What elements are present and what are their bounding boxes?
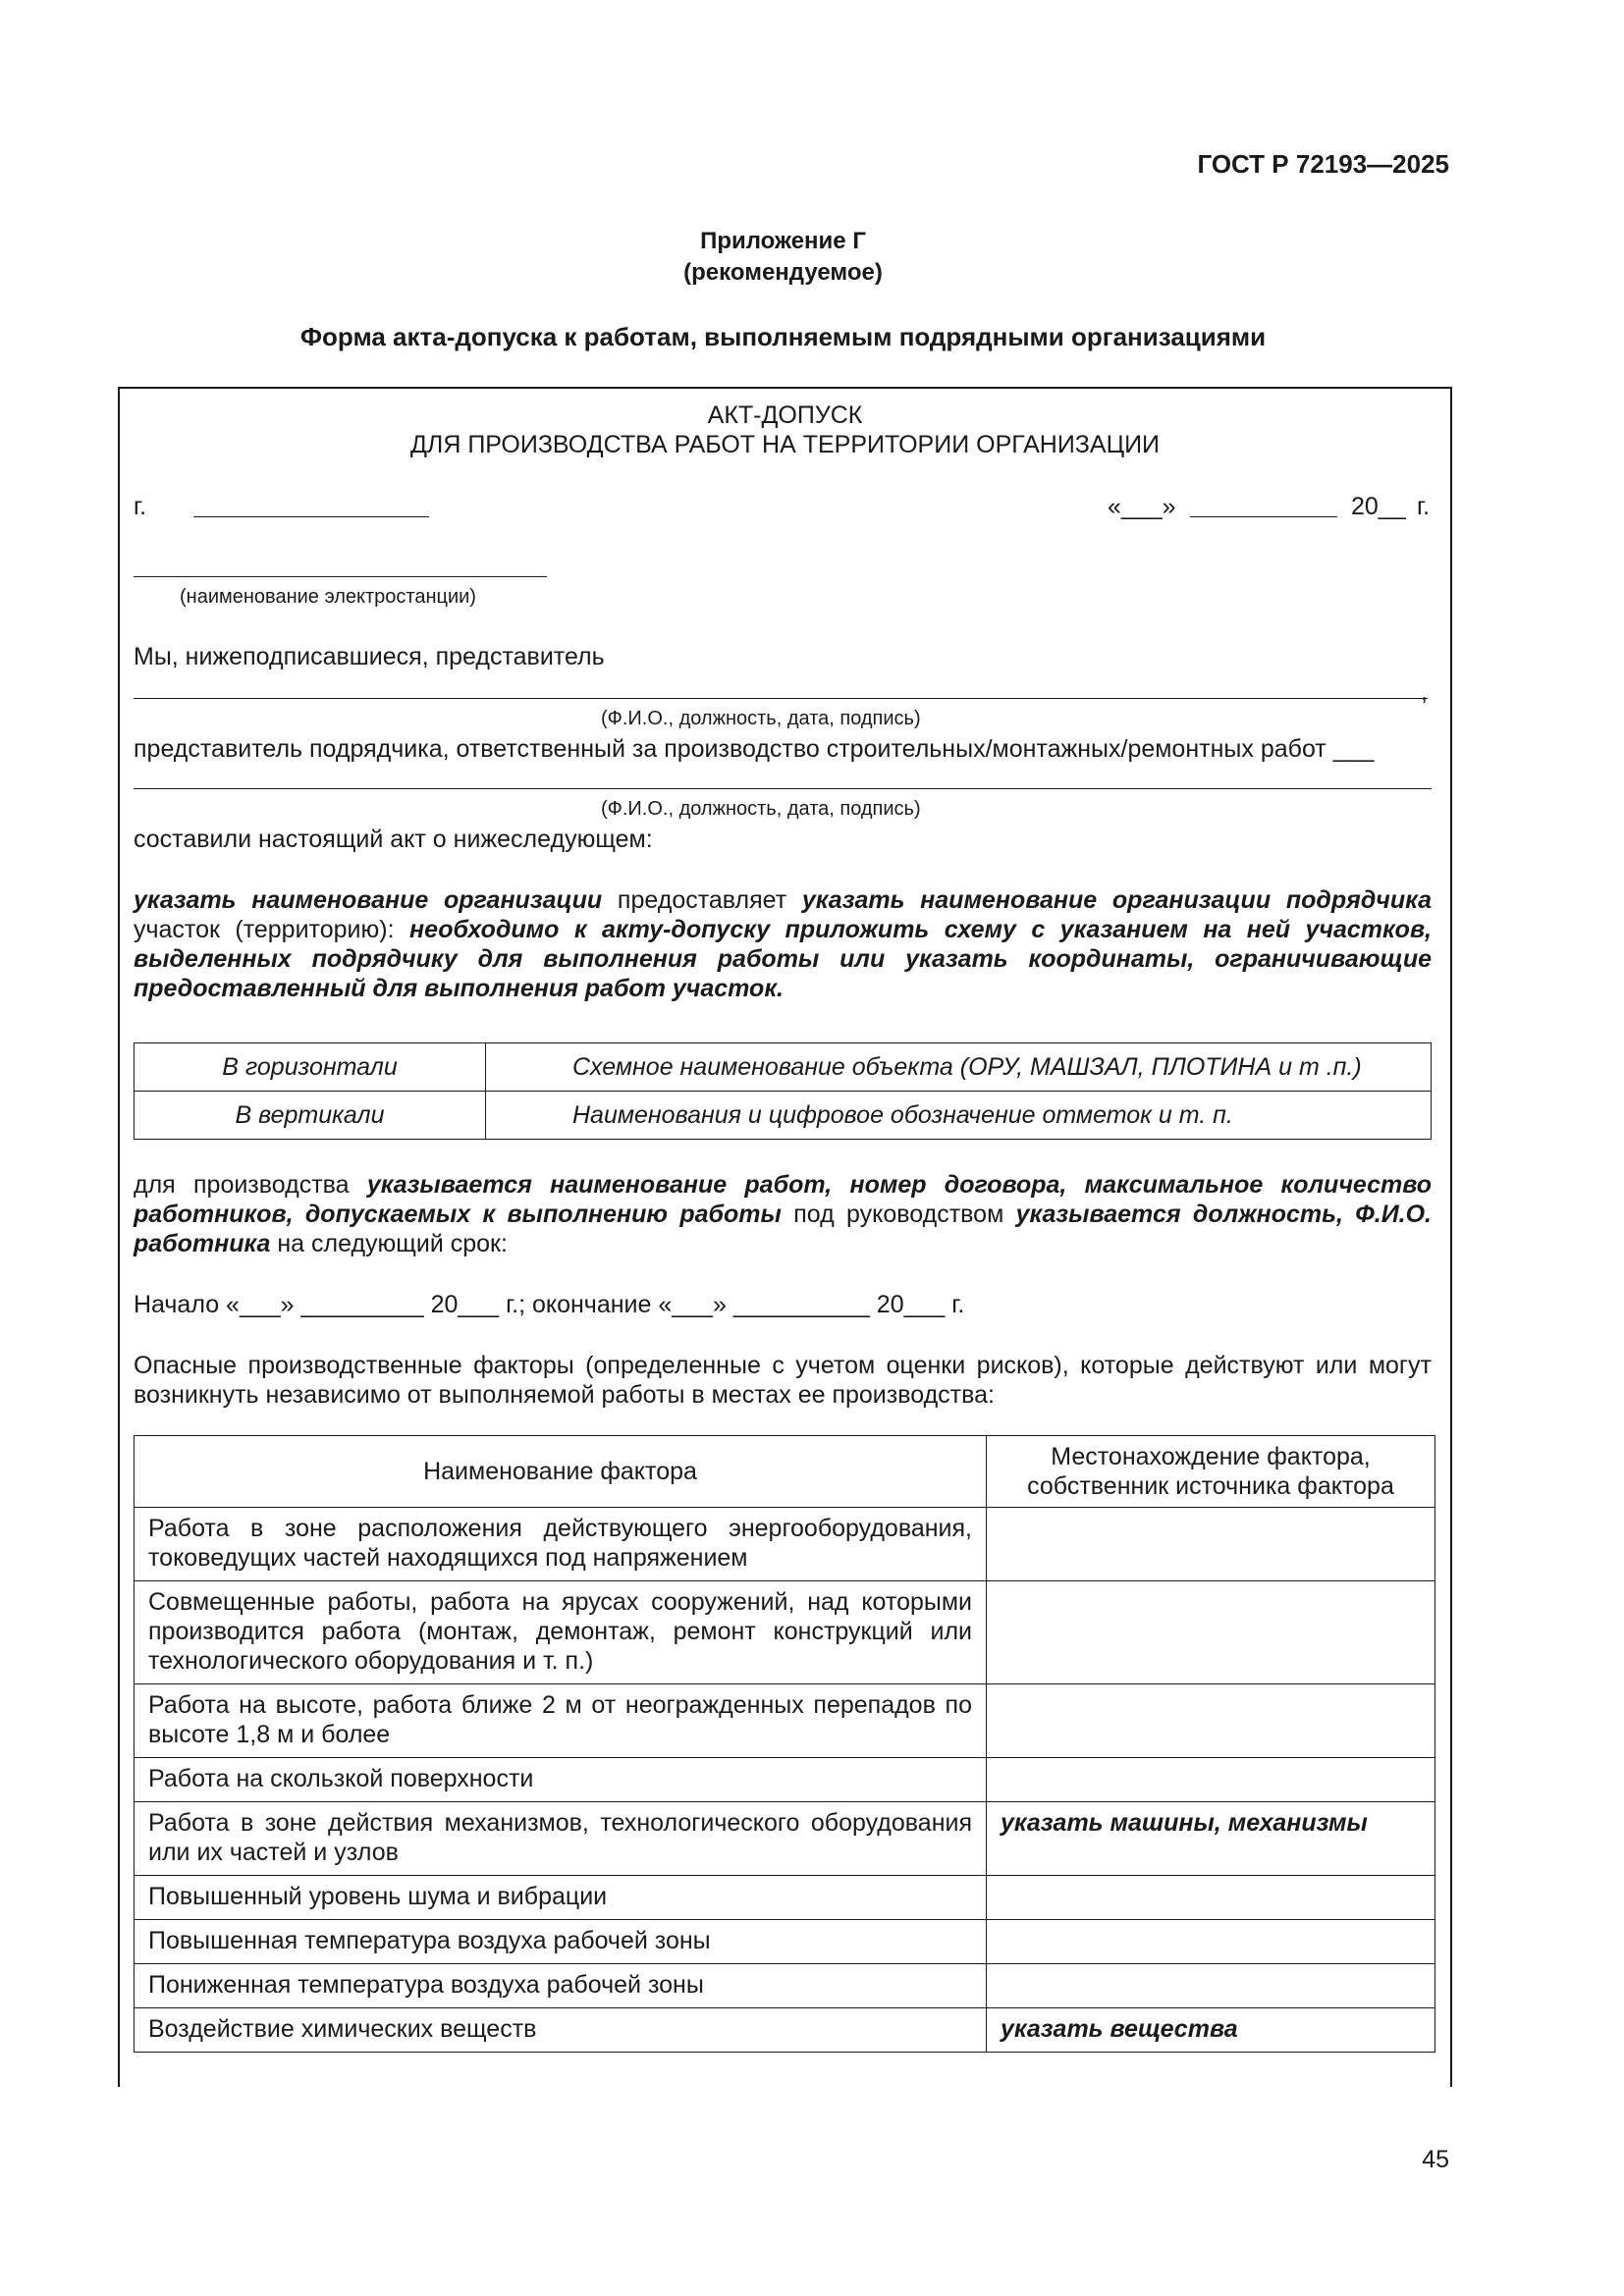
coord-value: Наименования и цифровое обозначение отметок и т. п. — [486, 1092, 1432, 1140]
compiled-text: составили настоящий акт о нижеследующем: — [134, 826, 653, 853]
table-row — [135, 1684, 1435, 1758]
works-paragraph: для производства указывается наименование работ, номер договора, максимальное количество работников, допускаемых к выполнению работы под руководством указывается должность, Ф.И.О. работника на следующий срок: — [134, 1171, 1433, 1257]
coord-label: В вертикали — [135, 1092, 486, 1140]
territory-paragraph: указать наименование организации предоставляет указать наименование организации подрядчика участок (территорию): необходимо к акту-допуску приложить схему с указанием на ней участков, выделенных подрядчику для выполнения работы или указать координаты, ограничивающие предоставленный для выполнения работ участок. — [134, 886, 1433, 1002]
table-row — [135, 1802, 1435, 1876]
factor-location — [987, 1920, 1435, 1964]
factor-name: Совмещенные работы, работа на ярусах сооружений, над которыми производится работа (монтаж, демонтаж, ремонт конструкций или технологического оборудования и т. п.) — [135, 1581, 987, 1684]
factor-location: указать вещества — [987, 2008, 1435, 2053]
table-row — [135, 1508, 1435, 1581]
factor-name: Пониженная температура воздуха рабочей зоны — [135, 1964, 987, 2008]
station-blank — [134, 576, 547, 577]
coordinates-table — [134, 1042, 1432, 1140]
contractor-blank — [134, 788, 1432, 789]
factor-location: указать машины, механизмы — [987, 1802, 1435, 1876]
factor-name: Работа на высоте, работа ближе 2 м от неогражденных перепадов по высоте 1,8 м и более — [135, 1684, 987, 1758]
date-suffix: г. — [1417, 493, 1431, 520]
coord-label: В горизонтали — [135, 1043, 486, 1092]
factor-location — [987, 1876, 1435, 1920]
date-month-blank — [1190, 516, 1337, 517]
date-year: 20__ — [1351, 493, 1406, 520]
table-row — [135, 1581, 1435, 1684]
fio-caption-2: (Ф.И.О., должность, дата, подпись) — [601, 798, 921, 820]
representative-blank — [134, 698, 1428, 699]
factor-name: Воздействие химических веществ — [135, 2008, 987, 2053]
page-number: 45 — [1422, 2146, 1449, 2173]
coord-value: Схемное наименование объекта (ОРУ, МАШЗАЛ, ПЛОТИНА и т .п.) — [486, 1043, 1432, 1092]
hazard-factors-table — [134, 1435, 1435, 2053]
city-blank — [193, 516, 429, 517]
city-prefix: г. — [134, 493, 147, 520]
factor-location — [987, 1508, 1435, 1581]
factor-name: Работа в зоне действия механизмов, технологического оборудования или их частей и узлов — [135, 1802, 987, 1876]
factor-location-header: Местонахождение фактора, собственник источника фактора — [987, 1436, 1435, 1508]
factor-location — [987, 1964, 1435, 2008]
date-day: «___» — [1108, 493, 1176, 520]
contractor-rep-text: представитель подрядчика, ответственный за производство строительных/монтажных/ремонтных работ ___ — [134, 735, 1375, 763]
table-row — [135, 1092, 1432, 1140]
factor-location — [987, 1758, 1435, 1802]
factor-name: Повышенная температура воздуха рабочей зоны — [135, 1920, 987, 1964]
table-row — [135, 1964, 1435, 2008]
form-title: Форма акта-допуска к работам, выполняемым подрядными организациями — [299, 322, 1267, 351]
factor-name-header: Наименование фактора — [135, 1436, 987, 1508]
fio-caption-1: (Ф.И.О., должность, дата, подпись) — [601, 708, 921, 729]
table-header-row — [135, 1436, 1435, 1508]
table-row — [135, 1876, 1435, 1920]
act-title: АКТ-ДОПУСК — [707, 401, 863, 429]
appendix-title: Приложение Г — [700, 228, 866, 254]
station-caption: (наименование электростанции) — [180, 586, 476, 608]
table-row — [135, 2008, 1435, 2053]
standard-number: ГОСТ Р 72193—2025 — [1197, 149, 1449, 179]
we-signed-text: Мы, нижеподписавшиеся, представитель — [134, 643, 605, 670]
factor-location — [987, 1684, 1435, 1758]
table-row — [135, 1043, 1432, 1092]
work-period: Начало «___» _________ 20___ г.; окончание «___» __________ 20___ г. — [134, 1291, 965, 1318]
comma: , — [1421, 678, 1428, 706]
hazards-intro: Опасные производственные факторы (определенные с учетом оценки рисков), которые действуют или могут возникнуть независимо от выполняемой работы в местах ее производства: — [134, 1352, 1432, 1409]
appendix-type: (рекомендуемое) — [683, 259, 883, 286]
table-row — [135, 1920, 1435, 1964]
factor-name: Повышенный уровень шума и вибрации — [135, 1876, 987, 1920]
table-row — [135, 1758, 1435, 1802]
factor-name: Работа в зоне расположения действующего энергооборудования, токоведущих частей находящихся под напряжением — [135, 1508, 987, 1581]
factor-location — [987, 1581, 1435, 1684]
act-subtitle: ДЛЯ ПРОИЗВОДСТВА РАБОТ НА ТЕРРИТОРИИ ОРГАНИЗАЦИИ — [409, 431, 1161, 458]
factor-name: Работа на скользкой поверхности — [135, 1758, 987, 1802]
